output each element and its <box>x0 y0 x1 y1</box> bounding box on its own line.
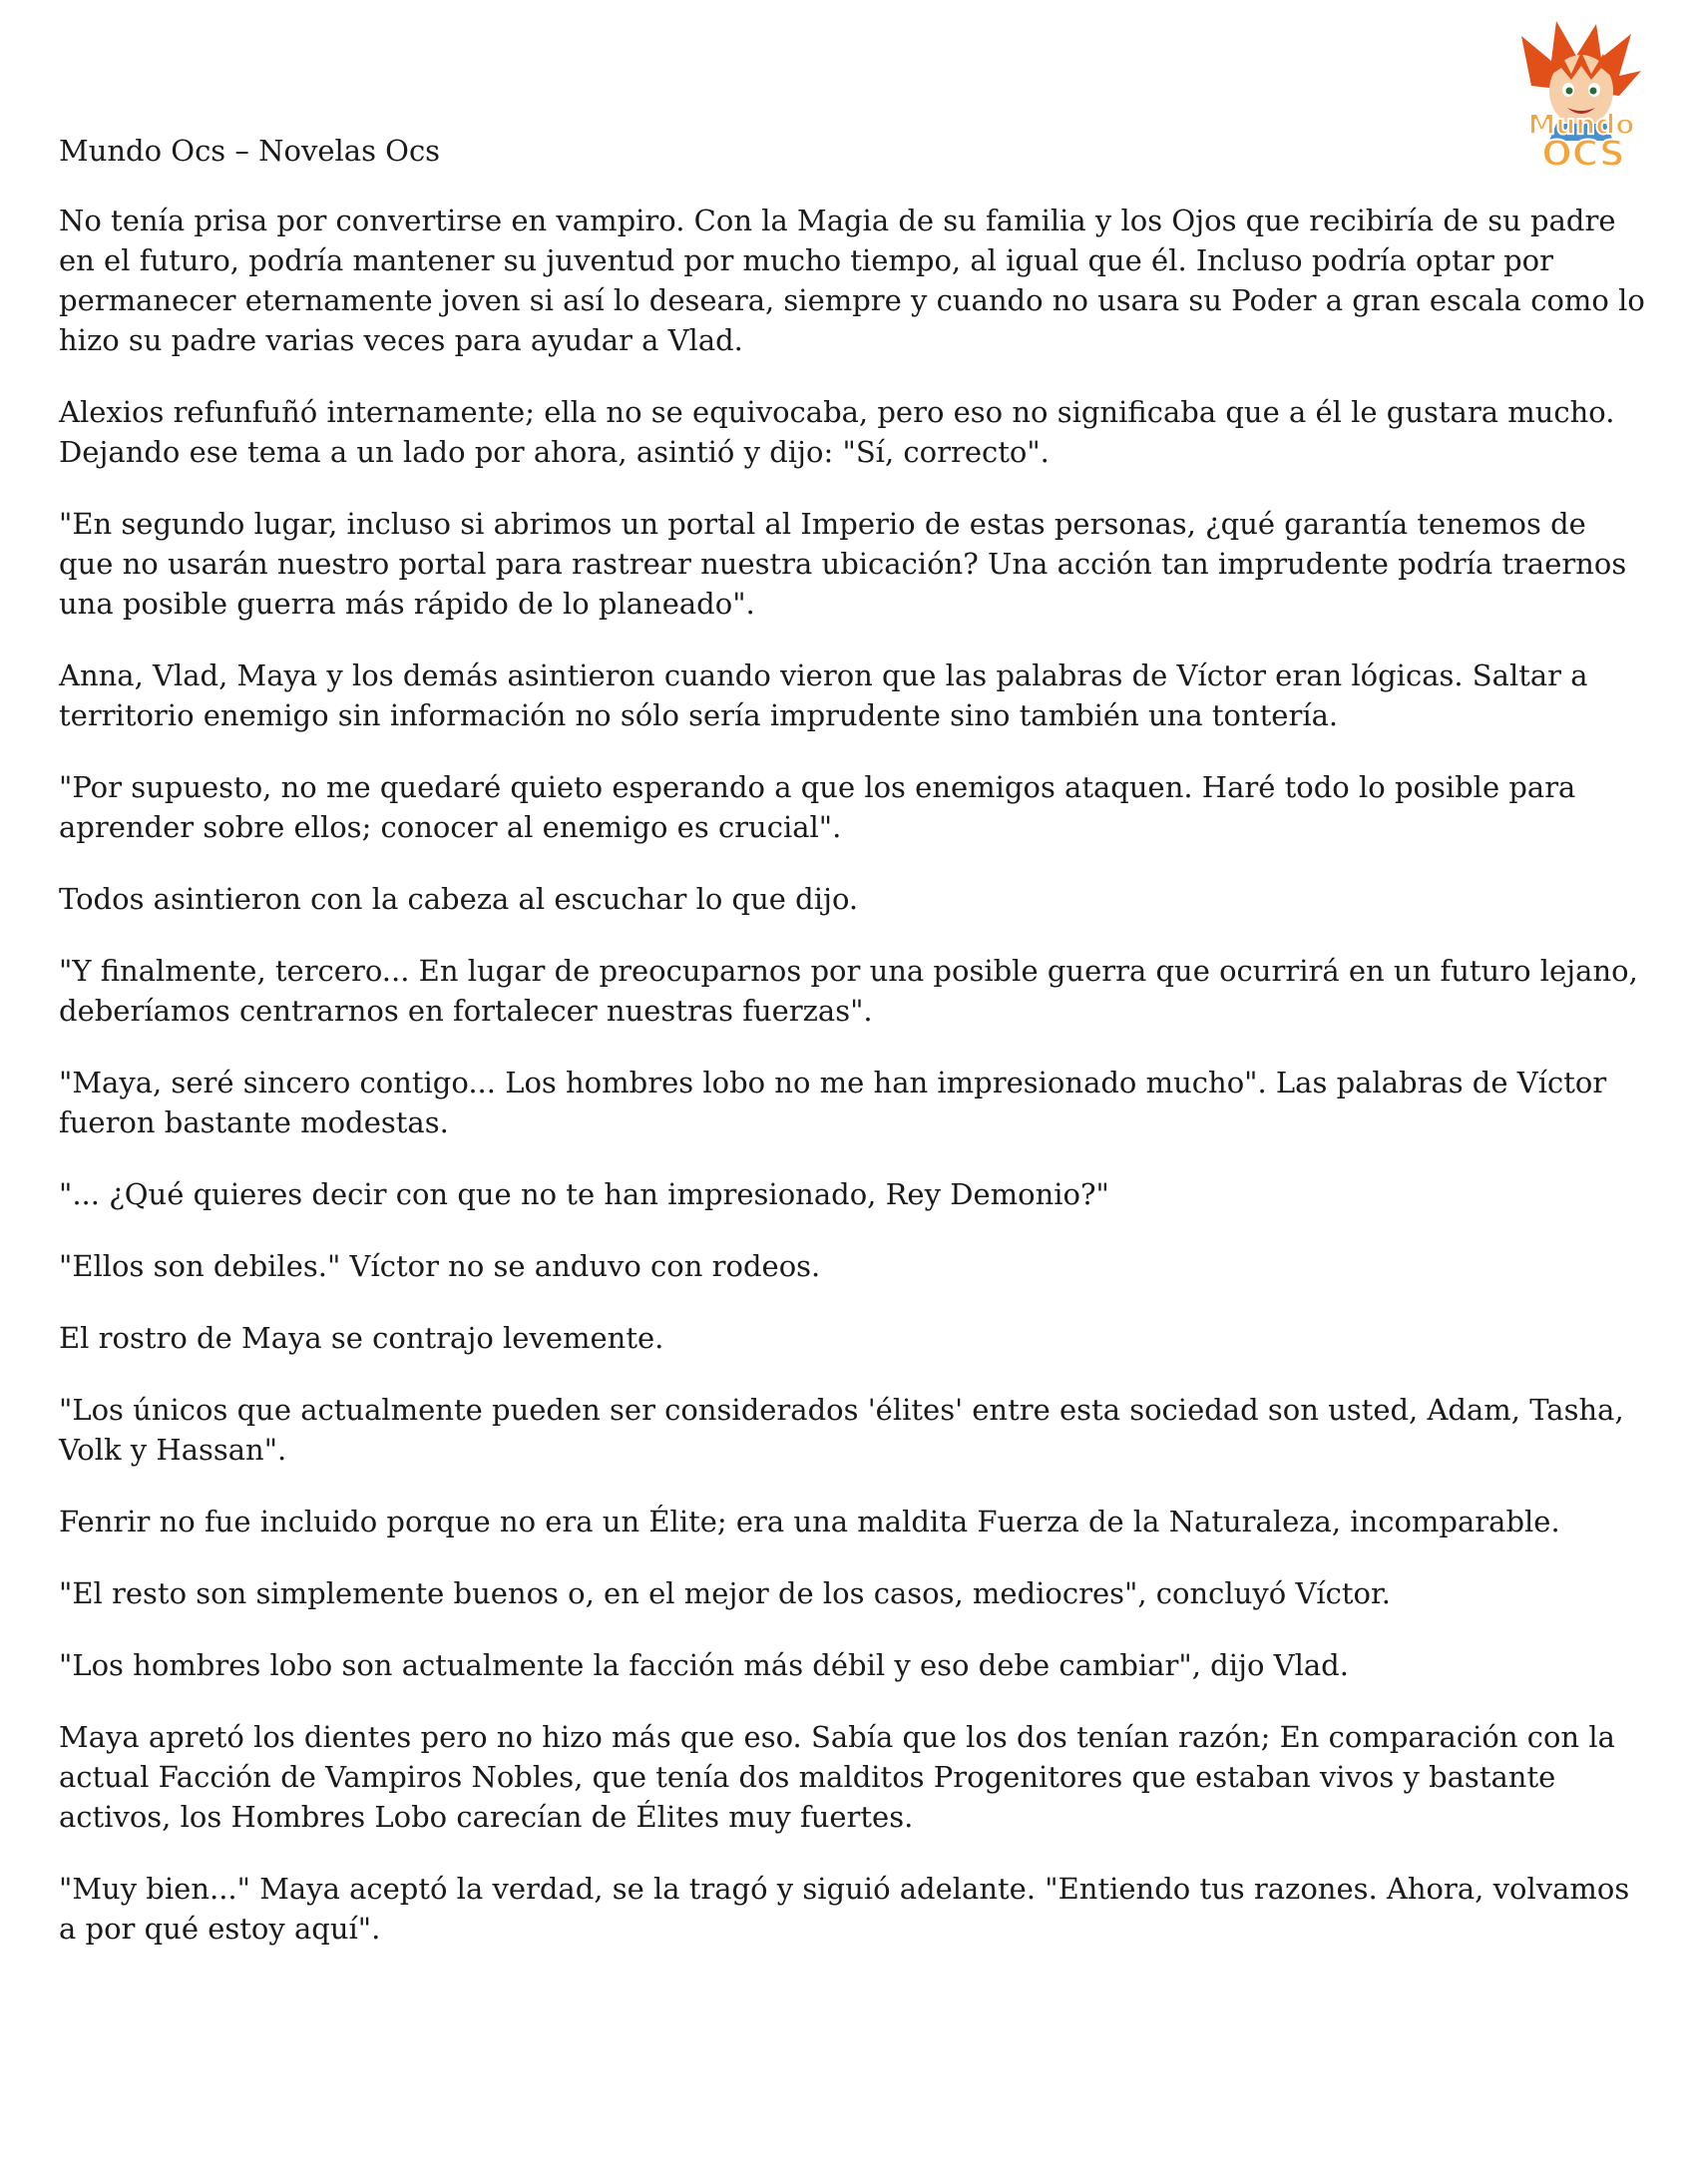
paragraph: "Los únicos que actualmente pueden ser considerados 'élites' entre esta sociedad son usted, Adam, Tasha, Volk y Hassan". <box>59 1393 1624 1467</box>
paragraph: No tenía prisa por convertirse en vampiro. Con la Magia de su familia y los Ojos que recibiría de su padre en el futuro, podría mantener su juventud por mucho tiempo, al igual que él. Incluso podría optar por permanecer eternamente joven si así lo deseara, siempre y cuando no usara su Poder a gran escala como lo hizo su padre varias veces para ayudar a Vlad. <box>59 204 1645 357</box>
paragraph: "El resto son simplemente buenos o, en el mejor de los casos, mediocres", concluyó Víctor. <box>59 1576 1391 1610</box>
paragraph: Maya apretó los dientes pero no hizo más que eso. Sabía que los dos tenían razón; En comparación con la actual Facción de Vampiros Nobles, que tenía dos malditos Progenitores que estaban vivos y bastante activos, los Hombres Lobo carecían de Élites muy fuertes. <box>59 1720 1615 1834</box>
paragraph: Todos asintieron con la cabeza al escuchar lo que dijo. <box>59 882 859 916</box>
logo-text-bottom: OCS <box>1541 134 1625 175</box>
document-page <box>59 131 1645 1980</box>
paragraph: "Muy bien..." Maya aceptó la verdad, se la tragó y siguió adelante. "Entiendo tus razones. Ahora, volvamos a por qué estoy aquí". <box>59 1872 1630 1946</box>
paragraph: "En segundo lugar, incluso si abrimos un portal al Imperio de estas personas, ¿qué garantía tenemos de que no usarán nuestro portal para rastrear nuestra ubicación? Una acción tan imprudente podría traernos una posible guerra más rápido de lo planeado". <box>59 507 1627 621</box>
header-title: Mundo Ocs – Novelas Ocs <box>59 134 441 168</box>
paragraph: Fenrir no fue incluido porque no era un Élite; era una maldita Fuerza de la Naturaleza, incomparable. <box>59 1505 1560 1538</box>
logo-text-top: Mundo <box>1527 108 1635 141</box>
paragraph: "... ¿Qué quieres decir con que no te han impresionado, Rey Demonio?" <box>59 1177 1109 1211</box>
paragraph: "Por supuesto, no me quedaré quieto esperando a que los enemigos ataquen. Haré todo lo posible para aprender sobre ellos; conocer al enemigo es crucial". <box>59 770 1576 844</box>
paragraph: "Y finalmente, tercero... En lugar de preocuparnos por una posible guerra que ocurrirá en un futuro lejano, deberíamos centrarnos en fortalecer nuestras fuerzas". <box>59 954 1638 1028</box>
paragraph: "Los hombres lobo son actualmente la facción más débil y eso debe cambiar", dijo Vlad. <box>59 1648 1349 1682</box>
paragraph: Alexios refunfuñó internamente; ella no se equivocaba, pero eso no significaba que a él le gustara mucho. Dejando ese tema a un lado por ahora, asintió y dijo: "Sí, correcto". <box>59 395 1615 469</box>
paragraph: "Ellos son debiles." Víctor no se anduvo con rodeos. <box>59 1249 821 1283</box>
document-body <box>59 201 1645 1949</box>
paragraph: El rostro de Maya se contrajo levemente. <box>59 1321 664 1355</box>
paragraph: "Maya, seré sincero contigo... Los hombres lobo no me han impresionado mucho". Las palabras de Víctor fueron bastante modestas. <box>59 1066 1607 1139</box>
paragraph: Anna, Vlad, Maya y los demás asintieron cuando vieron que las palabras de Víctor eran lógicas. Saltar a territorio enemigo sin información no sólo sería imprudente sino también una tontería. <box>59 658 1588 732</box>
